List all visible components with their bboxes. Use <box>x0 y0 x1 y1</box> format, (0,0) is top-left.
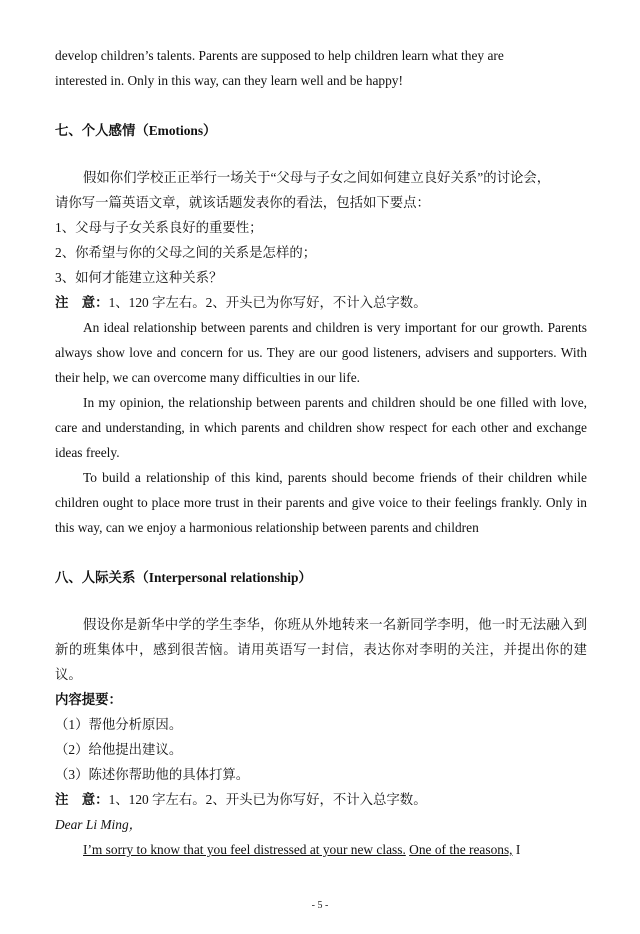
section-8-content-label: 内容提要： <box>55 692 122 707</box>
letter-underlined-sentence-1: I’m sorry to know that you feel distressed at your new class. <box>83 842 406 857</box>
document-page <box>55 0 587 862</box>
letter-body <box>55 837 587 862</box>
section-8-item-3: （3）陈述你帮助他的具体打算。 <box>55 767 250 782</box>
section-7-prompt <box>55 165 587 215</box>
section-8-note-label: 注 意： <box>55 792 109 807</box>
letter-trailing-text: I <box>512 842 521 857</box>
section-7-note <box>55 290 587 315</box>
section-7-prompt-line-1: 假如你们学校正正举行一场关于“父母与子女之间如何建立良好关系”的讨论会， <box>83 170 551 185</box>
section-7-essay-paragraph-1: An ideal relationship between parents and children is very important for our growth. Parents always show love and concern for us. They are our good listeners, advisers and supporters. With their help, we can overcome many difficulties in our life. <box>55 320 587 385</box>
intro-paragraph <box>55 43 587 93</box>
section-8-item-2: （2）给他提出建议。 <box>55 742 183 757</box>
section-8-note <box>55 787 587 812</box>
section-7-note-text: 1、120 字左右。2、开头已为你写好，不计入总字数。 <box>108 295 427 310</box>
section-8-prompt: 假设你是新华中学的学生李华，你班从外地转来一名新同学李明，他一时无法融入到新的班集体中，感到很苦恼。请用英语写一封信，表达你对李明的关注，并提出你的建议。 <box>55 617 587 682</box>
section-7-prompt-line-2: 请你写一篇英语文章，就该话题发表你的看法，包括如下要点： <box>55 195 430 210</box>
letter-salutation: Dear Li Ming， <box>55 817 143 832</box>
section-7-point-3: 3、如何才能建立这种关系？ <box>55 270 223 285</box>
intro-line-1: develop children’s talents. Parents are supposed to help children learn what they are <box>55 48 504 63</box>
section-7-point-1: 1、父母与子女关系良好的重要性； <box>55 220 263 235</box>
section-7-heading: 七、个人感情（Emotions） <box>55 123 217 138</box>
letter-underlined-phrase-2: One of the reasons, <box>409 842 513 857</box>
intro-line-2: interested in. Only in this way, can they learn well and be happy! <box>55 73 403 88</box>
section-7-essay-paragraph-3: To build a relationship of this kind, parents should become friends of their children while children ought to place more trust in their parents and give voice to their feelings frankly. Only in this way, can we enjoy a harmonious relationship between parents and children <box>55 470 587 535</box>
section-7-point-2: 2、你希望与你的父母之间的关系是怎样的； <box>55 245 317 260</box>
section-8-note-text: 1、120 字左右。2、开头已为你写好，不计入总字数。 <box>108 792 427 807</box>
section-8-heading: 八、人际关系（Interpersonal relationship） <box>55 570 312 585</box>
page-number: - 5 - <box>311 900 329 911</box>
section-8-item-1: （1）帮他分析原因。 <box>55 717 183 732</box>
section-7-essay-paragraph-2: In my opinion, the relationship between parents and children should be one filled with love, care and understanding, in which parents and children show respect for each other and exchange ideas freely. <box>55 395 587 460</box>
section-7-note-label: 注 意： <box>55 295 109 310</box>
